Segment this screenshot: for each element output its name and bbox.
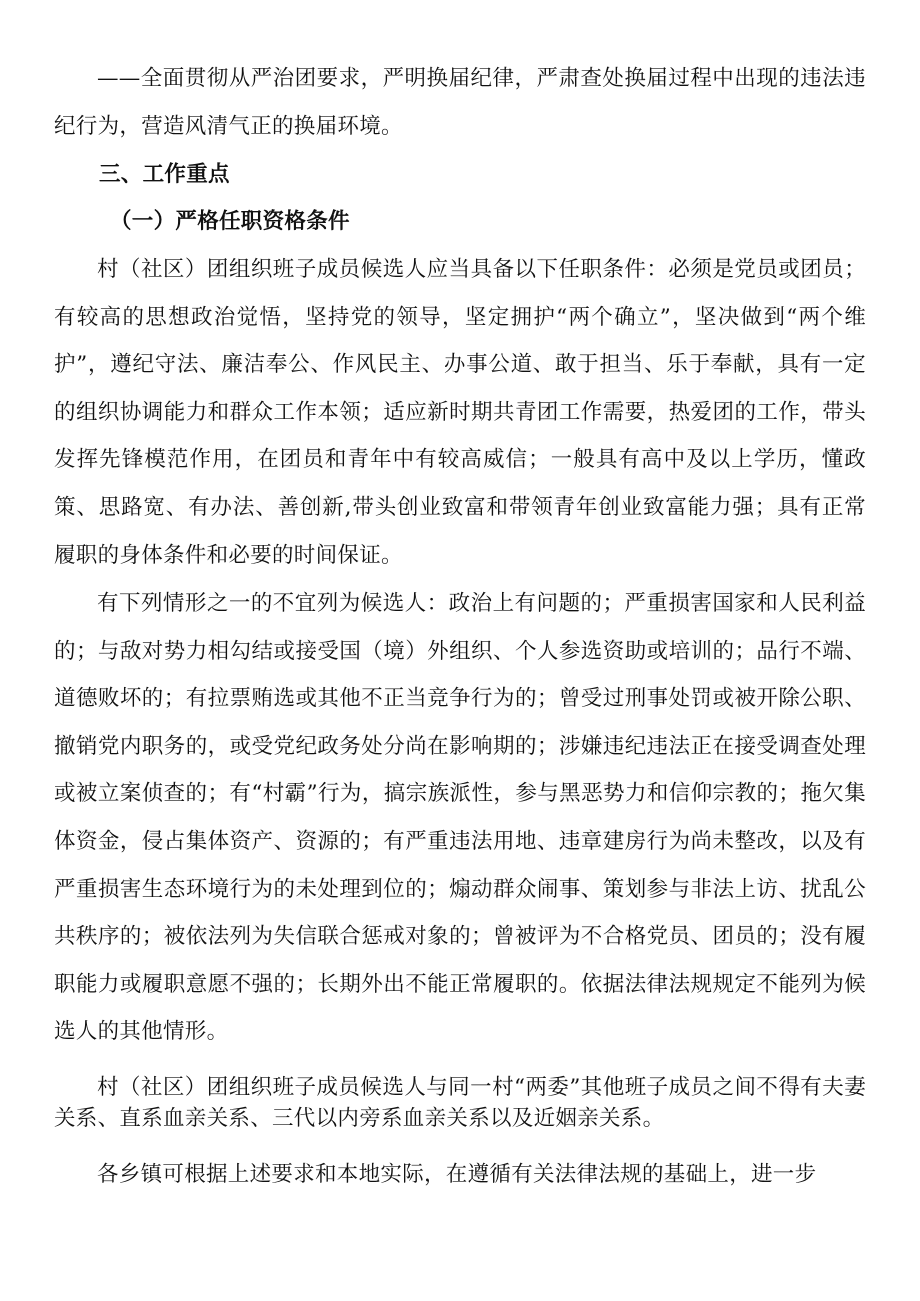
qualification-paragraph: 村（社区）团组织班子成员候选人应当具备以下任职条件：必须是党员或团员；有较高的思想政治觉悟，坚持党的领导，坚定拥护“两个确立”，坚决做到“两个维护”，遵纪守法、廉洁奉公、作风民主、办事公道、敢于担当、乐于奉献，具有一定的组织协调能力和群众工作本领；适应新时期共青团工作需要，热爱团的工作，带头发挥先锋模范作用，在团员和青年中有较高威信；一般具有高中及以上学历，懂政策、思路宽、有办法、善创新,带头创业致富和带领青年创业致富能力强；具有正常履职的身体条件和必要的时间保证。: [54, 257, 866, 568]
subsection-heading: （一）严格任职资格条件: [110, 209, 350, 234]
intro-paragraph: ——全面贯彻从严治团要求，严明换届纪律，严肃查处换届过程中出现的违法违纪行为，营造风清气正的换届环境。: [54, 66, 866, 139]
relation-paragraph: 村（社区）团组织班子成员候选人与同一村“两委”其他班子成员之间不得有夫妻关系、直系血亲关系、三代以内旁系血亲关系以及近姻亲关系。: [54, 1075, 866, 1131]
section-heading: 三、工作重点: [99, 162, 230, 187]
disqualification-paragraph: 有下列情形之一的不宜列为候选人：政治上有问题的；严重损害国家和人民利益的；与敌对势力相勾结或接受国（境）外组织、个人参选资助或培训的；品行不端、道德败坏的；有拉票贿选或其他不正当竞争行为的；曾受过刑事处罚或被开除公职、撤销党内职务的，或受党纪政务处分尚在影响期的；涉嫌违纪违法正在接受调查处理或被立案侦查的；有“村霸”行为，搞宗族派性，参与黑恶势力和信仰宗教的；拖欠集体资金，侵占集体资产、资源的；有严重违法用地、违章建房行为尚未整改，以及有严重损害生态环境行为的未处理到位的；煽动群众闹事、策划参与非法上访、扰乱公共秩序的；被依法列为失信联合惩戒对象的；曾被评为不合格党员、团员的；没有履职能力或履职意愿不强的；长期外出不能正常履职的。依据法律法规规定不能列为候选人的其他情形。: [54, 591, 866, 1045]
local-adjustment-paragraph: 各乡镇可根据上述要求和本地实际，在遵循有关法律法规的基础上，进一步: [97, 1162, 817, 1187]
